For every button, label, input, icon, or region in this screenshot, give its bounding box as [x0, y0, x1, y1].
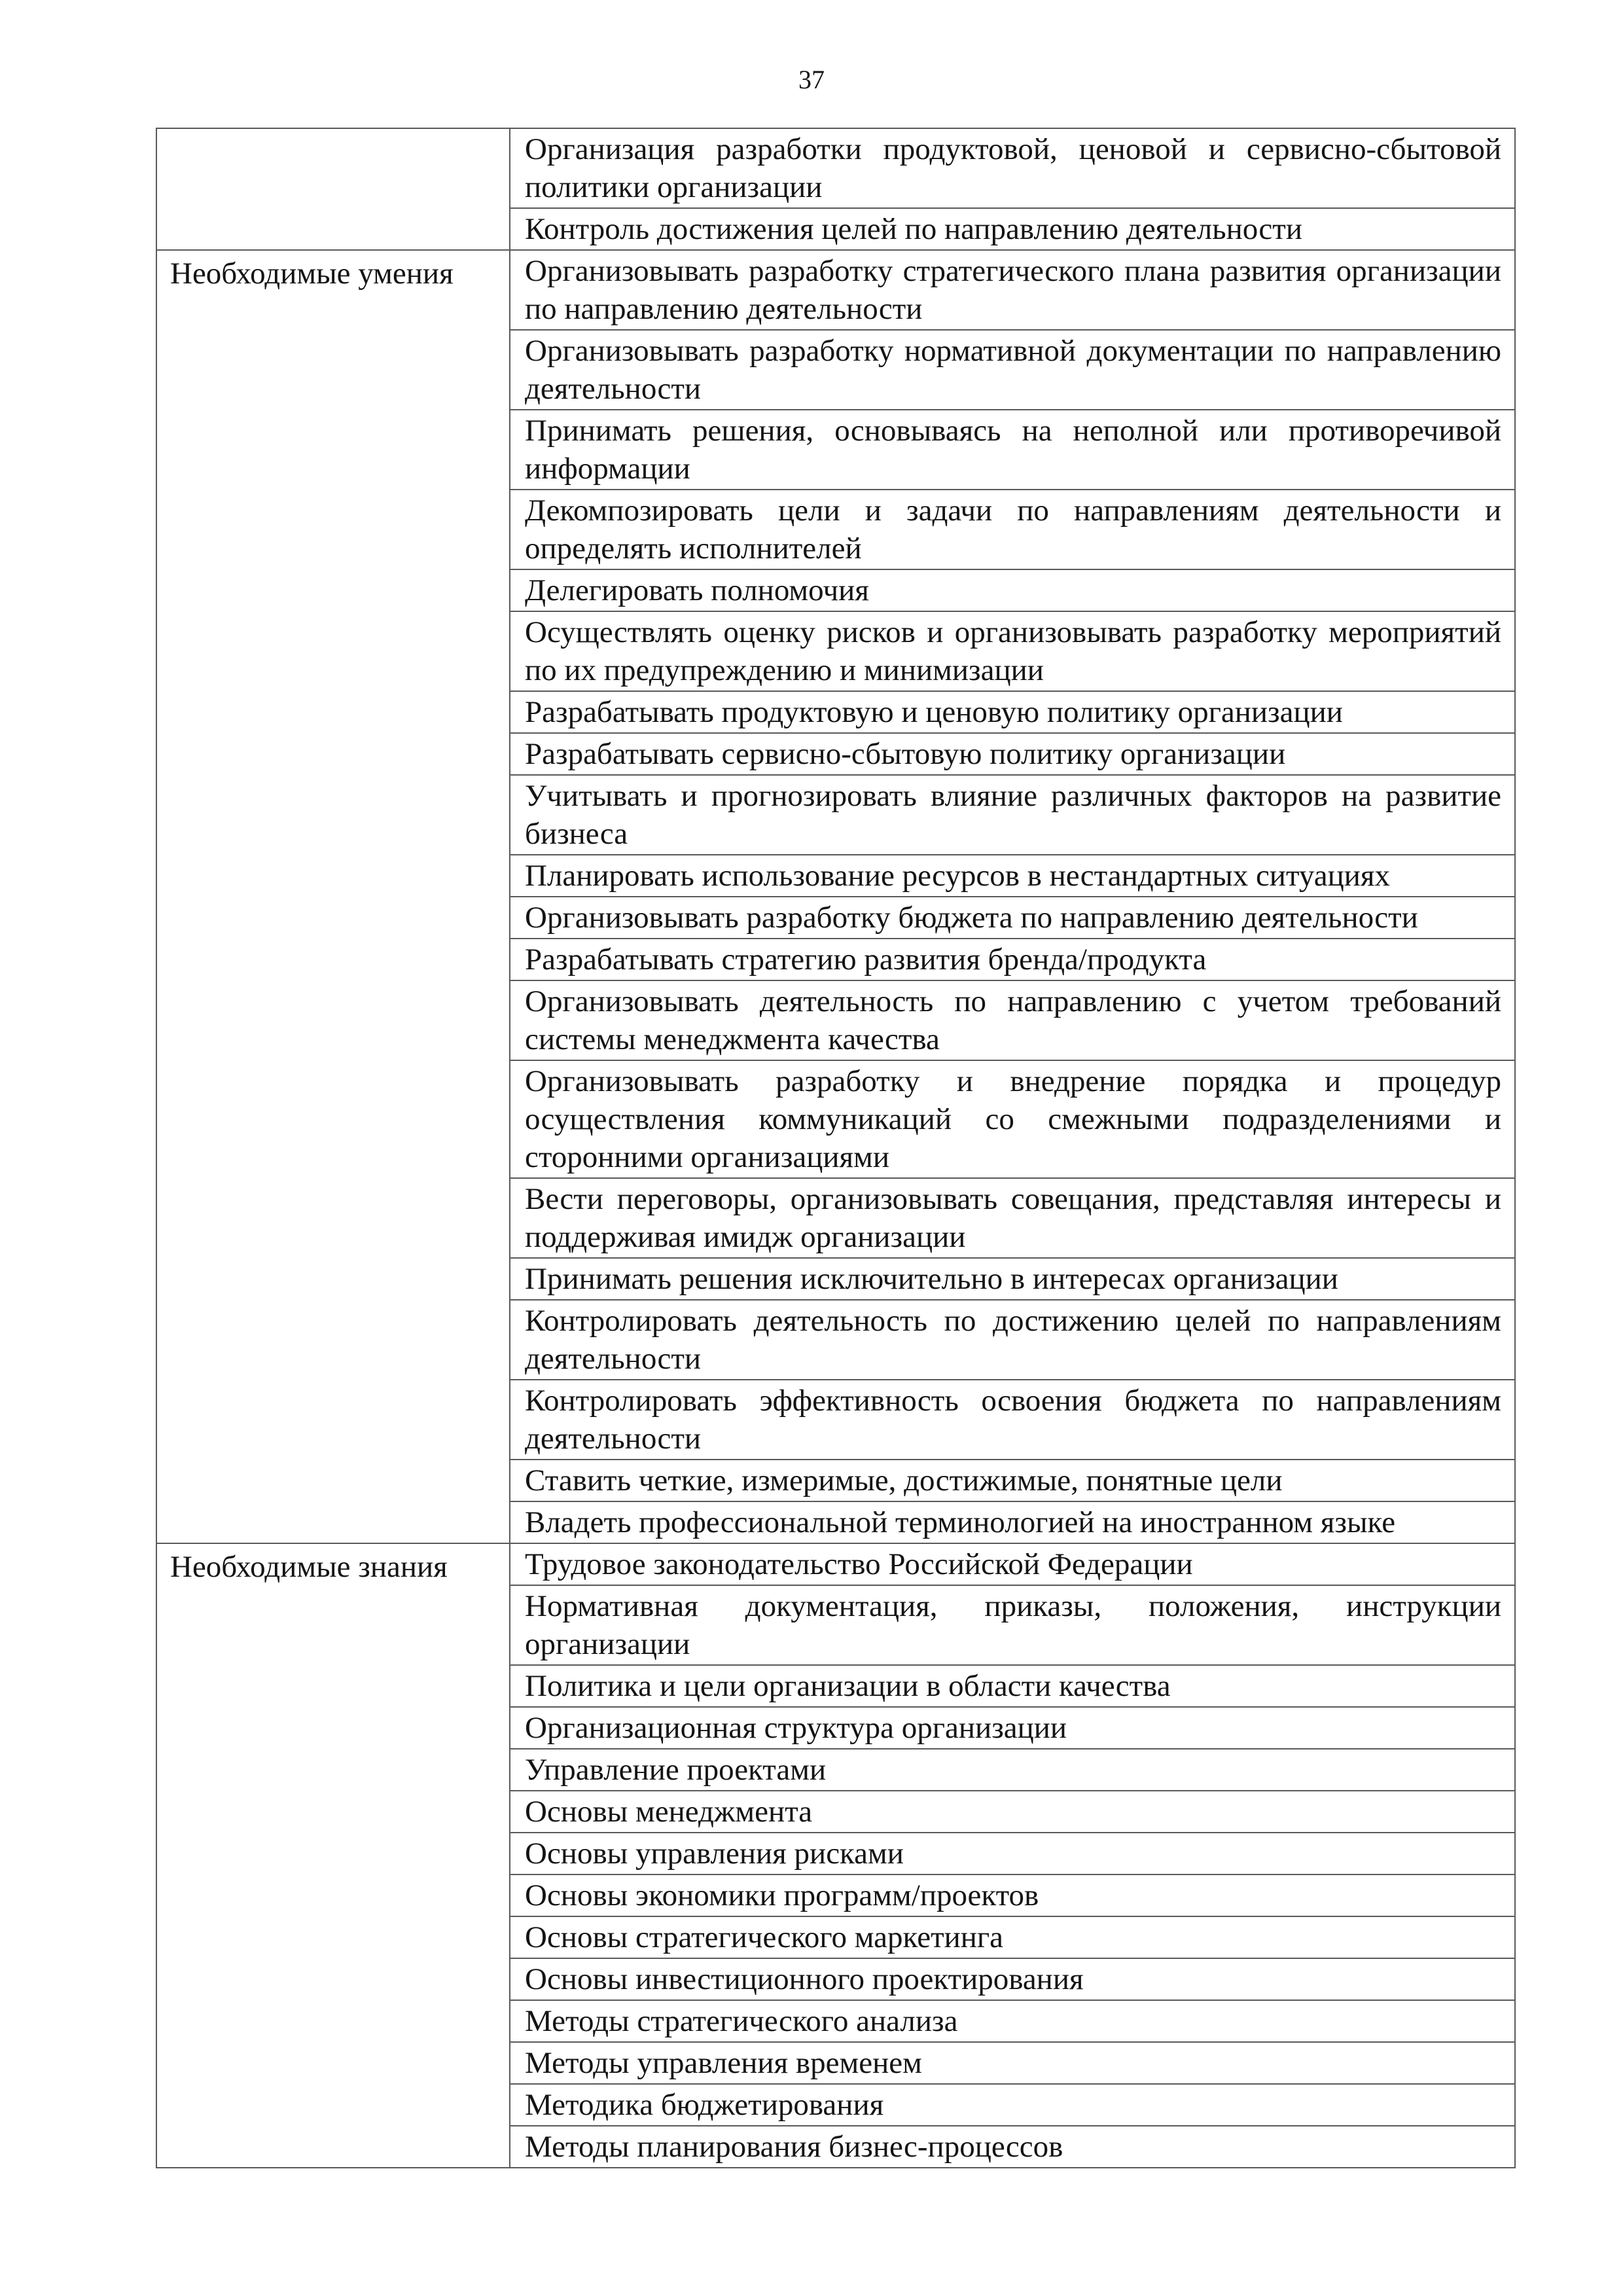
requirement-item: Методы планирования бизнес-процессов [510, 2126, 1515, 2168]
requirement-item: Основы инвестиционного проектирования [510, 1958, 1515, 2000]
requirements-table [156, 128, 1516, 2168]
requirement-item: Организация разработки продуктовой, ценовой и сервисно-сбытовой политики организации [510, 128, 1515, 208]
requirement-item: Контролировать деятельность по достижению целей по направлениям деятельности [510, 1300, 1515, 1380]
requirement-item: Учитывать и прогнозировать влияние различных факторов на развитие бизнеса [510, 775, 1515, 855]
requirement-item: Основы экономики программ/проектов [510, 1874, 1515, 1916]
requirement-item: Декомпозировать цели и задачи по направлениям деятельности и определять исполнителей [510, 490, 1515, 569]
requirement-item: Основы стратегического маркетинга [510, 1916, 1515, 1958]
requirement-item: Принимать решения исключительно в интересах организации [510, 1258, 1515, 1300]
requirement-item: Разрабатывать продуктовую и ценовую политику организации [510, 691, 1515, 733]
section-label-empty [156, 128, 510, 250]
requirement-item: Вести переговоры, организовывать совещания, представляя интересы и поддерживая имидж организации [510, 1178, 1515, 1258]
requirement-item: Управление проектами [510, 1749, 1515, 1791]
requirement-item: Основы менеджмента [510, 1791, 1515, 1833]
table-row [156, 1543, 1515, 1585]
requirement-item: Основы управления рисками [510, 1833, 1515, 1874]
requirement-item: Организационная структура организации [510, 1707, 1515, 1749]
section-label: Необходимые знания [156, 1543, 510, 2168]
requirement-item: Контроль достижения целей по направлению деятельности [510, 208, 1515, 250]
table-row [156, 250, 1515, 330]
requirement-item: Осуществлять оценку рисков и организовывать разработку мероприятий по их предупреждению и минимизации [510, 611, 1515, 691]
requirement-item: Владеть профессиональной терминологией на иностранном языке [510, 1501, 1515, 1543]
requirement-item: Методика бюджетирования [510, 2084, 1515, 2126]
requirement-item: Политика и цели организации в области качества [510, 1665, 1515, 1707]
requirement-item: Организовывать разработку стратегического плана развития организации по направлению деятельности [510, 250, 1515, 330]
requirement-item: Ставить четкие, измеримые, достижимые, понятные цели [510, 1460, 1515, 1501]
requirement-item: Принимать решения, основываясь на неполной или противоречивой информации [510, 410, 1515, 490]
page-number: 37 [798, 65, 825, 94]
requirement-item: Разрабатывать сервисно-сбытовую политику организации [510, 733, 1515, 775]
requirement-item: Трудовое законодательство Российской Федерации [510, 1543, 1515, 1585]
requirement-item: Организовывать разработку и внедрение порядка и процедур осуществления коммуникаций со смежными подразделениями и сторонними организациями [510, 1060, 1515, 1178]
requirement-item: Организовывать разработку нормативной документации по направлению деятельности [510, 330, 1515, 410]
requirements-table-body [156, 128, 1515, 2168]
requirement-item: Методы стратегического анализа [510, 2000, 1515, 2042]
requirement-item: Организовывать разработку бюджета по направлению деятельности [510, 897, 1515, 939]
requirement-item: Контролировать эффективность освоения бюджета по направлениям деятельности [510, 1380, 1515, 1460]
table-row [156, 128, 1515, 208]
requirement-item: Нормативная документация, приказы, положения, инструкции организации [510, 1585, 1515, 1665]
requirement-item: Организовывать деятельность по направлению с учетом требований системы менеджмента качества [510, 980, 1515, 1060]
requirement-item: Делегировать полномочия [510, 569, 1515, 611]
requirement-item: Планировать использование ресурсов в нестандартных ситуациях [510, 855, 1515, 897]
section-label: Необходимые умения [156, 250, 510, 1543]
requirement-item: Методы управления временем [510, 2042, 1515, 2084]
requirement-item: Разрабатывать стратегию развития бренда/продукта [510, 939, 1515, 980]
